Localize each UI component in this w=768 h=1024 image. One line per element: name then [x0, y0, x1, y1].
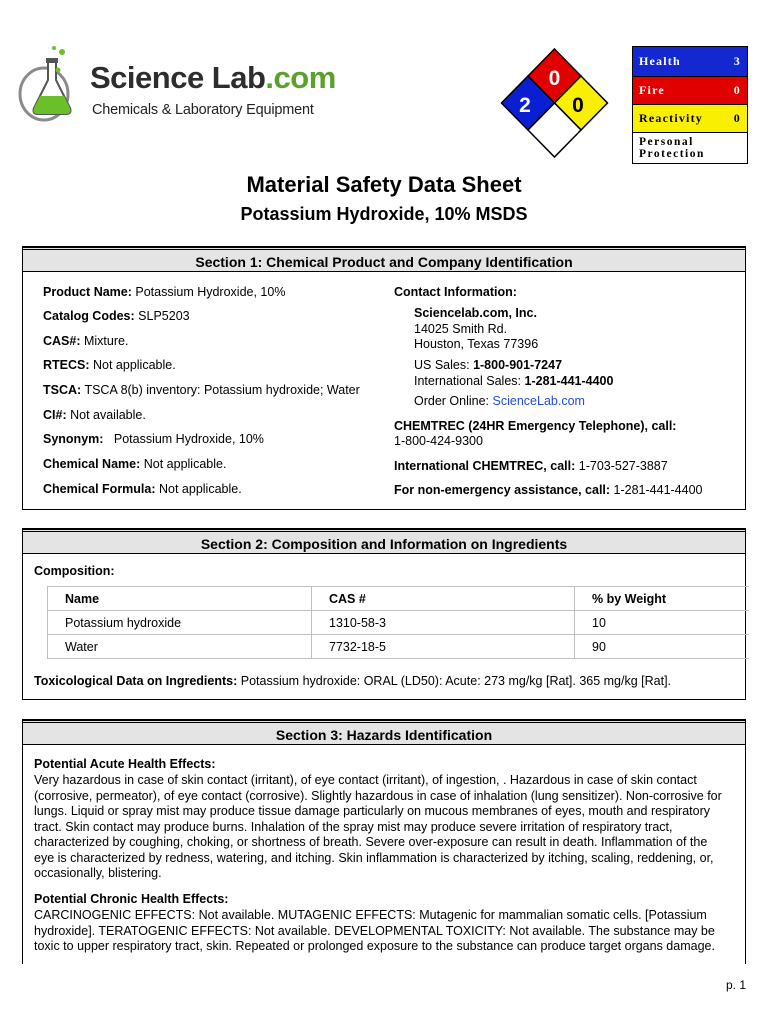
chronic-effects-label: Potential Chronic Health Effects:	[34, 892, 229, 906]
composition-table-header	[48, 587, 750, 611]
cell-cas: 1310-58-3	[312, 611, 575, 635]
logo-tagline: Chemicals & Laboratory Equipment	[92, 102, 314, 118]
address-line-2: Houston, Texas 77396	[414, 337, 539, 351]
table-row	[48, 635, 750, 659]
contact-label: Contact Information:	[394, 285, 517, 299]
hazard-rating-table	[632, 46, 748, 164]
cell-weight: 10	[575, 611, 750, 635]
address-line-1: 14025 Smith Rd.	[414, 322, 508, 336]
intl-chemtrec: International CHEMTREC, call: 1-703-527-3887	[394, 459, 668, 473]
non-emergency-assistance: For non-emergency assistance, call: 1-281-441-4400	[394, 483, 703, 497]
section-1-heading: Section 1: Chemical Product and Company Identification	[23, 247, 745, 272]
company-name: Sciencelab.com, Inc.	[414, 306, 537, 320]
international-sales: International Sales: 1-281-441-4400	[414, 374, 614, 388]
section-3-heading: Section 3: Hazards Identification	[23, 720, 745, 745]
health-rating-row: Health 3	[633, 47, 747, 77]
product-field: Chemical Formula: Not applicable.	[43, 482, 242, 496]
cell-name: Water	[48, 635, 312, 659]
column-header-name: Name	[48, 587, 312, 611]
product-field: Synonym: Potassium Hydroxide, 10%	[43, 432, 264, 446]
section-2	[22, 528, 746, 700]
reactivity-rating-row: Reactivity 0	[633, 105, 747, 133]
chemtrec-phone: 1-800-424-9300	[394, 434, 483, 448]
cell-cas: 7732-18-5	[312, 635, 575, 659]
composition-table	[47, 586, 749, 659]
product-field: Catalog Codes: SLP5203	[43, 309, 190, 323]
cell-name: Potassium hydroxide	[48, 611, 312, 635]
product-field: CI#: Not available.	[43, 408, 146, 422]
section-2-heading: Section 2: Composition and Information on Ingredients	[23, 529, 745, 554]
column-header-weight: % by Weight	[575, 587, 750, 611]
nfpa-reactivity-value: 0	[572, 94, 584, 117]
nfpa-diamond	[498, 45, 611, 163]
column-header-cas: CAS #	[312, 587, 575, 611]
product-field: TSCA: TSCA 8(b) inventory: Potassium hydroxide; Water	[43, 383, 360, 397]
fire-rating-row: Fire 0	[633, 77, 747, 105]
cell-weight: 90	[575, 635, 750, 659]
flask-icon	[18, 44, 88, 124]
section-1	[22, 246, 746, 510]
chemtrec-label: CHEMTREC (24HR Emergency Telephone), call:	[394, 419, 677, 433]
us-sales: US Sales: 1-800-901-7247	[414, 358, 563, 372]
product-field: Product Name: Potassium Hydroxide, 10%	[43, 285, 286, 299]
personal-protection-row: Personal Protection	[633, 133, 747, 163]
product-field: CAS#: Mixture.	[43, 334, 129, 348]
toxicological-data: Toxicological Data on Ingredients: Potassium hydroxide: ORAL (LD50): Acute: 273 mg/kg [Rat]. 365 mg/kg [Rat].	[34, 674, 672, 688]
table-row	[48, 611, 750, 635]
composition-label: Composition:	[34, 564, 115, 578]
document-subtitle: Potassium Hydroxide, 10% MSDS	[240, 204, 528, 224]
product-field: Chemical Name: Not applicable.	[43, 457, 227, 471]
document-title: Material Safety Data Sheet	[246, 172, 522, 197]
product-field: RTECS: Not applicable.	[43, 358, 176, 372]
acute-effects-text: Very hazardous in case of skin contact (irritant), of eye contact (irritant), of ingestion, . Hazardous in case of skin contact (corrosive, permeator), of eye contact (corrosive). Slightly hazardous in case of inhalation (lung sensitizer). Non-corrosive for lungs. Liquid or spray mist may produce tissue damage particularly on mucous membranes of eyes, mouth and respiratory tract. Skin contact may produce burns. Inhalation of the spray mist may produce severe irritation of respiratory tract, characterized by coughing, choking, or shortness of breath. Severe over-exposure can result in death. Inflammation of the eye is characterized by redness, watering, and itching. Skin inflammation is characterized by itching, scaling, reddening, or, occasionally, blistering.	[34, 773, 722, 880]
page-number: p. 1	[725, 978, 746, 992]
nfpa-fire-value: 0	[548, 67, 561, 90]
nfpa-health-value: 2	[519, 94, 531, 117]
acute-effects-label: Potential Acute Health Effects:	[34, 757, 216, 771]
chronic-effects-text: CARCINOGENIC EFFECTS: Not available. MUTAGENIC EFFECTS: Mutagenic for mammalian somatic cells. [Potassium hydroxide]. TERATOGENIC EFFECTS: Not available. DEVELOPMENTAL TOXICITY: Not available. The substance may be toxic to upper respiratory tract, skin. Repeated or prolonged exposure to the substance can produce target organs damage.	[34, 908, 715, 953]
sciencelab-logo	[18, 44, 336, 124]
order-online-link[interactable]: ScienceLab.com	[492, 394, 585, 408]
section-3	[22, 719, 746, 964]
logo-brand: Science Lab.com	[90, 60, 336, 95]
order-online: Order Online: ScienceLab.com	[414, 394, 585, 408]
